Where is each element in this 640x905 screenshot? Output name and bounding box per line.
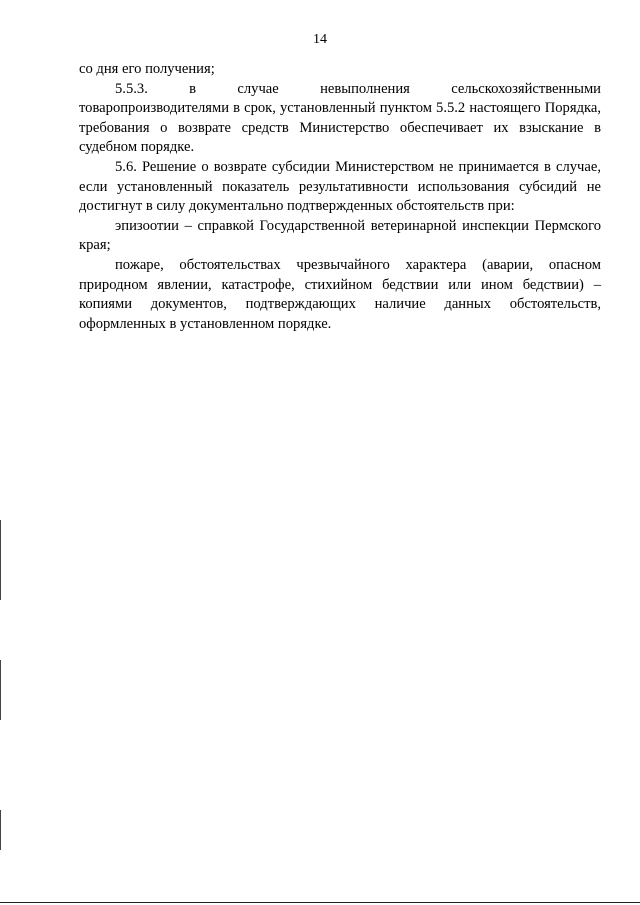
scan-edge-mark xyxy=(0,810,1,850)
paragraph-epizootic: эпизоотии – справкой Государственной ветеринарной инспекции Пермского края; xyxy=(79,217,601,254)
page-number: 14 xyxy=(313,32,327,47)
document-body xyxy=(79,60,601,334)
paragraph-continuation: со дня его получения; xyxy=(79,61,215,77)
paragraph-5-5-3: 5.5.3. в случае невыполнения сельскохозяйственными товаропроизводителями в срок, установленный пунктом 5.5.2 настоящего Порядка, требования о возврате средств Министерство обеспечивает их взыскание в судебном порядке. xyxy=(79,80,601,156)
scan-bottom-edge xyxy=(0,902,640,903)
scan-edge-mark xyxy=(0,660,1,720)
paragraph-fire-emergency: пожаре, обстоятельствах чрезвычайного характера (аварии, опасном природном явлении, катастрофе, стихийном бедствии или ином бедствии) – копиями документов, подтверждающих наличие данных обстоятельств, оформленных в установленном порядке. xyxy=(79,256,601,332)
paragraph-5-6: 5.6. Решение о возврате субсидии Министерством не принимается в случае, если установленный показатель результативности использования субсидий не достигнут в силу документально подтвержденных обстоятельств при: xyxy=(79,158,601,215)
scan-edge-mark xyxy=(0,520,1,600)
